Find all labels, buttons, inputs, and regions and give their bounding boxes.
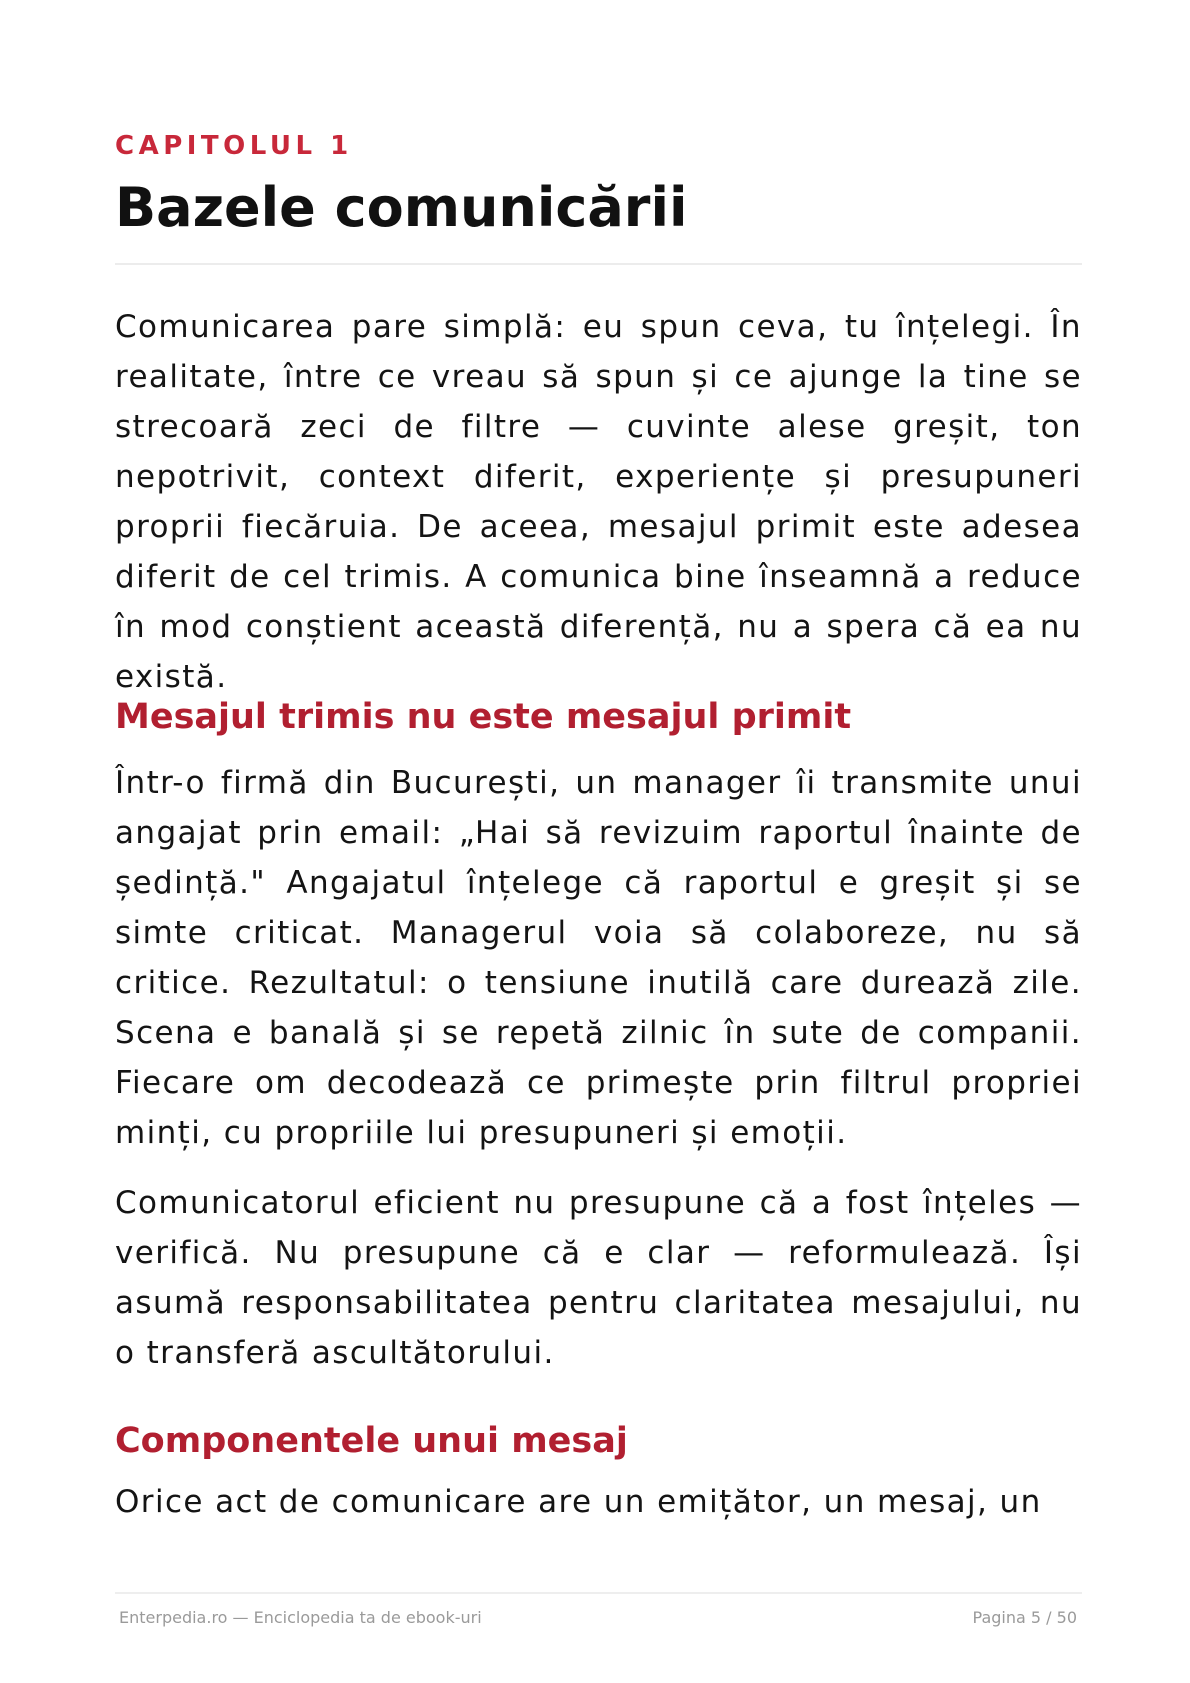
section-heading-message: Mesajul trimis nu este mesajul primit <box>115 697 852 737</box>
chapter-title: Bazele comunicării <box>115 176 688 239</box>
chapter-label: CAPITOLUL 1 <box>115 131 353 161</box>
paragraph-intro: Comunicarea pare simplă: eu spun ceva, tu înțelegi. În realitate, între ce vreau să spun și ce ajunge la tine se strecoară zeci de filtre — cuvinte alese greșit, ton nepotrivit, context diferit, experiențe și presupuneri proprii fiecăruia. De aceea, mesajul primit este adesea diferit de cel trimis. A comunica bine înseamnă a reduce în mod conștient această diferență, nu a spera că ea nu există. <box>115 309 1082 695</box>
footer-page-number: Pagina 5 / 50 <box>972 1608 1077 1627</box>
paragraph-components: Orice act de comunicare are un emițător, un mesaj, un <box>115 1484 1042 1520</box>
footer-site-name: Enterpedia.ro — Enciclopedia ta de ebook-uri <box>119 1608 482 1627</box>
title-divider <box>115 263 1082 265</box>
paragraph-effective-communicator: Comunicatorul eficient nu presupune că a fost înțeles — verifică. Nu presupune că e clar — reformulează. Își asumă responsabilitatea pentru claritatea mesajului, nu o transferă ascultătorului. <box>115 1185 1082 1371</box>
paragraph-example: Într-o firmă din București, un manager îi transmite unui angajat prin email: „Hai să revizuim raportul înainte de ședință." Angajatul înțelege că raportul e greșit și se simte criticat. Managerul voia să colaboreze, nu să critice. Rezultatul: o tensiune inutilă care durează zile. Scena e banală și se repetă zilnic în sute de companii. Fiecare om decodează ce primește prin filtrul propriei minți, cu propriile lui presupuneri și emoții. <box>115 765 1082 1151</box>
footer-divider <box>115 1592 1082 1594</box>
section-heading-components: Componentele unui mesaj <box>115 1421 628 1461</box>
